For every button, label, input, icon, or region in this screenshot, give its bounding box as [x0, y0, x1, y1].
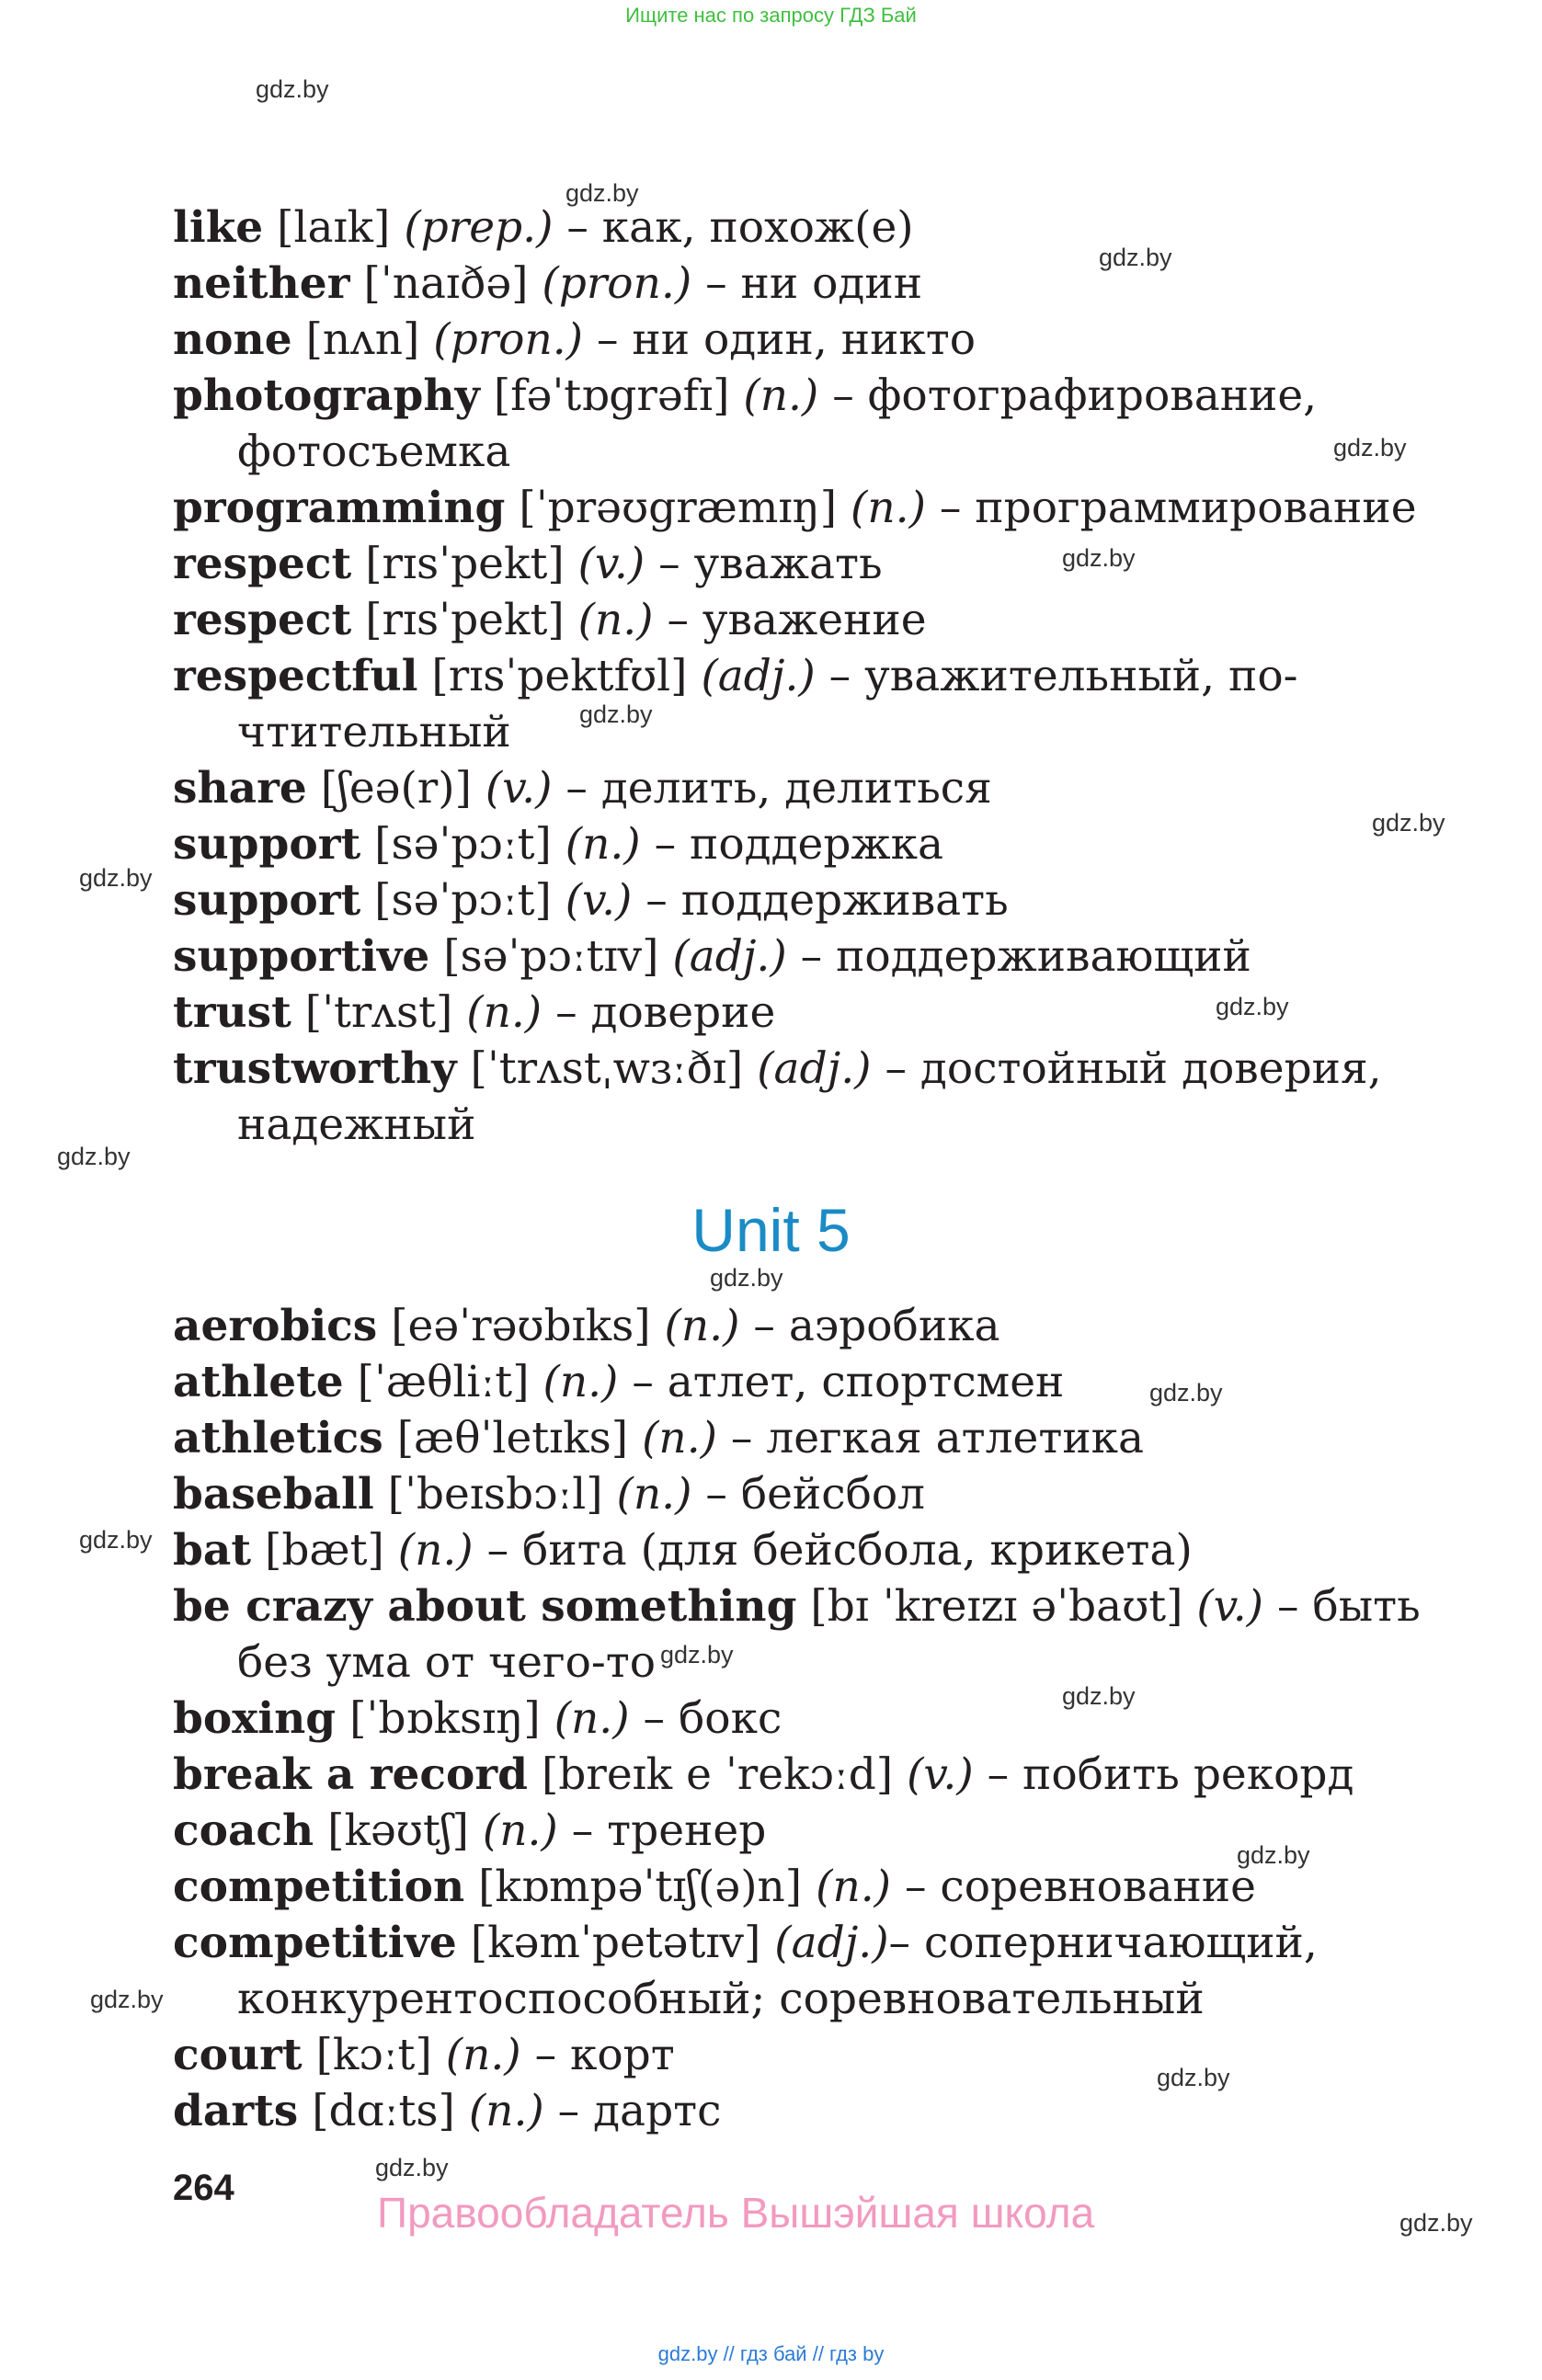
- watermark: gdz.by: [565, 179, 639, 207]
- vocab-entry: athlete [ˈæθliːt] (n.) – атлет, спортсмен: [173, 1357, 1065, 1407]
- vocab-entry-continuation: фотосъемка: [237, 427, 511, 477]
- watermark: gdz.by: [256, 75, 329, 103]
- watermark: gdz.by: [375, 2154, 449, 2181]
- vocab-entry: photography [fəˈtɒgrəfɪ] (n.) – фотографирование,: [173, 370, 1318, 421]
- vocab-entry: programming [ˈprəʊgræmɪŋ] (n.) – программирование: [173, 483, 1417, 533]
- vocab-entry: respectful [rɪsˈpektfʊl] (adj.) – уважительный, по-: [173, 651, 1298, 701]
- vocab-entry: respect [rɪsˈpekt] (v.) – уважать: [173, 539, 883, 589]
- vocab-entry: darts [dɑːts] (n.) – дартс: [173, 2086, 722, 2136]
- watermark: gdz.by: [579, 700, 653, 728]
- watermark: gdz.by: [79, 864, 153, 892]
- watermark: gdz.by: [1062, 1682, 1136, 1710]
- top-banner[interactable]: Ищите нас по запросу ГДЗ Бай: [625, 4, 917, 27]
- vocab-entry: like [laɪk] (prep.) – как, похож(е): [173, 202, 914, 253]
- vocab-entry: baseball [ˈbeɪsbɔːl] (n.) – бейсбол: [173, 1469, 926, 1520]
- vocab-entry: respect [rɪsˈpekt] (n.) – уважение: [173, 595, 927, 645]
- vocab-entry-continuation: чтительный: [237, 707, 511, 757]
- vocab-entry: neither [ˈnaɪðə] (pron.) – ни один: [173, 258, 923, 309]
- vocab-entry: boxing [ˈbɒksɪŋ] (n.) – бокс: [173, 1693, 782, 1744]
- vocab-entry: trust [ˈtrʌst] (n.) – доверие: [173, 987, 776, 1038]
- watermark: gdz.by: [1372, 809, 1445, 837]
- watermark: gdz.by: [1099, 244, 1172, 271]
- watermark: gdz.by: [660, 1641, 734, 1668]
- vocab-entry: competitive [kəmˈpetətɪv] (adj.)– соперничающий,: [173, 1918, 1318, 1968]
- watermark: gdz.by: [1157, 2064, 1230, 2091]
- vocab-entry: support [səˈpɔːt] (v.) – поддерживать: [173, 875, 1009, 926]
- watermark: gdz.by: [90, 1986, 164, 2013]
- watermark: gdz.by: [710, 1264, 783, 1292]
- watermark: gdz.by: [1399, 2209, 1473, 2237]
- vocab-entry: athletics [æθˈletɪks] (n.) – легкая атлетика: [173, 1413, 1145, 1463]
- vocab-entry: supportive [səˈpɔːtɪv] (adj.) – поддерживающий: [173, 931, 1251, 982]
- vocab-entry: trustworthy [ˈtrʌstˌwɜːðɪ] (adj.) – достойный доверия,: [173, 1043, 1382, 1094]
- footer-links[interactable]: gdz.by // гдз бай // гдз by: [657, 2342, 885, 2365]
- watermark: gdz.by: [57, 1143, 131, 1170]
- vocab-entry: bat [bæt] (n.) – бита (для бейсбола, крикета): [173, 1525, 1193, 1576]
- vocab-entry: none [nʌn] (pron.) – ни один, никто: [173, 314, 977, 365]
- watermark: gdz.by: [79, 1526, 153, 1554]
- vocab-entry: court [kɔːt] (n.) – корт: [173, 2030, 675, 2080]
- vocab-entry-continuation: надежный: [237, 1099, 476, 1150]
- unit-heading: Unit 5: [691, 1196, 851, 1264]
- watermark: gdz.by: [1237, 1841, 1310, 1869]
- copyright-notice: Правообладатель Вышэйшая школа: [377, 2189, 1095, 2237]
- vocab-entry: competition [kɒmpəˈtɪʃ(ə)n] (n.) – соревнование: [173, 1862, 1256, 1912]
- vocab-entry: break a record [breɪk e ˈrekɔːd] (v.) – побить рекорд: [173, 1749, 1354, 1800]
- watermark: gdz.by: [1216, 993, 1289, 1020]
- vocab-entry: be crazy about something [bɪ ˈkreɪzɪ əˈbaʊt] (v.) – быть: [173, 1581, 1421, 1632]
- watermark: gdz.by: [1062, 544, 1136, 572]
- vocab-entry: support [səˈpɔːt] (n.) – поддержка: [173, 819, 944, 870]
- page-number: 264: [173, 2168, 234, 2208]
- vocab-entry-continuation: без ума от чего-то: [237, 1637, 657, 1688]
- watermark: gdz.by: [1149, 1379, 1223, 1406]
- watermark: gdz.by: [1333, 434, 1407, 461]
- vocab-entry: coach [kəʊtʃ] (n.) – тренер: [173, 1805, 767, 1856]
- vocab-entry: share [ʃeə(r)] (v.) – делить, делиться: [173, 763, 992, 814]
- vocab-entry: aerobics [eəˈrəʊbɪks] (n.) – аэробика: [173, 1301, 1000, 1351]
- vocab-entry-continuation: конкурентоспособный; соревновательный: [237, 1974, 1205, 2024]
